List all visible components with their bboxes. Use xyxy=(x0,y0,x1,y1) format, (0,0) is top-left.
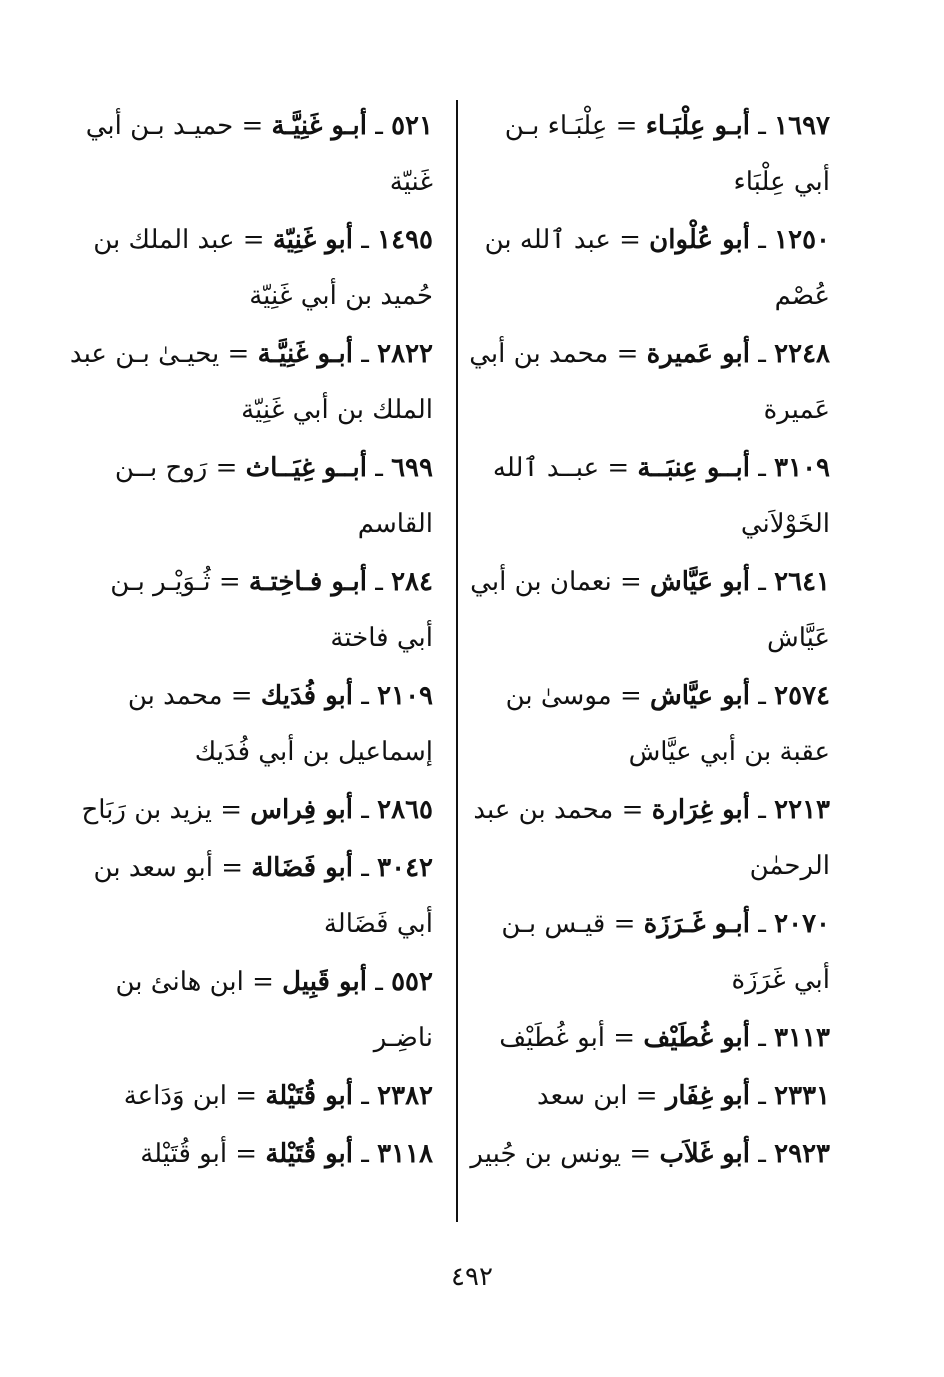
entry-name: = موسىٰ بن عقبة بن أبي عيَّاش xyxy=(505,681,830,767)
entry-kunya: أبو غَلاَب xyxy=(659,1139,750,1169)
list-item: ٢٠٧٠ ـ أبـو غَـرَزَة = قيـس بـن أبي غَرَزَة xyxy=(501,909,830,995)
entry-number: ٢٨٢٢ xyxy=(377,339,433,369)
list-item: ٢٨٤ ـ أبـو فـاخِتـة = ثُـوَيْـر بـن أبي فاختة xyxy=(110,567,433,653)
entry-name: = ثُـوَيْـر بـن أبي فاختة xyxy=(110,567,433,653)
list-item: ١٤٩٥ ـ أبو غَنِيّة = عبد الملك بن حُميد بن أبي غَنِيّة xyxy=(93,225,433,311)
entry-number: ١٦٩٧ xyxy=(774,111,830,141)
entry-kunya: أبو عَميرة xyxy=(646,339,750,369)
entry-number: ٢٠٧٠ xyxy=(774,909,830,939)
list-item: ٢١٠٩ ـ أبو فُدَيك = محمد بن إسماعيل بن أبي فُدَيك xyxy=(127,681,433,767)
entry-name: = رَوح بــن القاسم xyxy=(114,453,433,539)
entry-name: = عبد الملك بن حُميد بن أبي غَنِيّة xyxy=(93,225,433,311)
entry-kunya: أبــو غِيَــاث xyxy=(245,453,367,483)
entry-kunya: أبو فَضَالة xyxy=(251,853,353,883)
entry-number: ١٢٥٠ xyxy=(774,225,830,255)
right-column xyxy=(465,98,830,1184)
entry-kunya: أبــو عِنبَــة xyxy=(637,453,750,483)
entry-name: = حميـد بـن أبي غَنيّة xyxy=(85,111,433,197)
entry-number: ٣١١٣ xyxy=(774,1023,830,1053)
list-item: ٢٢١٣ ـ أبو غِرَارة = محمد بن عبد الرحمٰن xyxy=(473,795,830,881)
list-item: ٢٣٣١ ـ أبو غِفَار = ابن سعد xyxy=(537,1081,830,1111)
entry-name: = عبــد ٱلله الخَوْلاَني xyxy=(492,453,830,539)
entry-name: = يزيد بن رَبَاح xyxy=(81,795,243,825)
list-item: ٢٨٦٥ ـ أبو فِراس = يزيد بن رَبَاح xyxy=(81,795,433,825)
entry-name: = ابن سعد xyxy=(537,1081,658,1111)
entry-kunya: أبـو غَنِيَّـة xyxy=(257,339,353,369)
entry-number: ٣١١٨ xyxy=(377,1139,433,1169)
list-item: ٦٩٩ ـ أبــو غِيَــاث = رَوح بــن القاسم xyxy=(114,453,433,539)
entry-kunya: أبو عَيَّاش xyxy=(650,567,750,597)
entry-number: ٢٩٢٣ xyxy=(774,1139,830,1169)
entry-number: ٥٢١ xyxy=(391,111,433,141)
entry-kunya: أبو غِرَارة xyxy=(651,795,750,825)
entry-name: = أبو قُتَيْلة xyxy=(140,1139,258,1169)
entry-name: = عبد ٱلله بن عُصْم xyxy=(484,225,830,311)
column-divider xyxy=(456,100,458,1222)
entry-number: ٢٦٤١ xyxy=(774,567,830,597)
entry-kunya: أبـو غَنِيَّـة xyxy=(271,111,367,141)
entry-number: ٥٥٢ xyxy=(391,967,433,997)
entry-number: ١٤٩٥ xyxy=(377,225,433,255)
entry-name: = قيـس بـن أبي غَرَزَة xyxy=(501,909,830,995)
list-item: ٣١١٨ ـ أبو قُتَيْلة = أبو قُتَيْلة xyxy=(140,1139,433,1169)
entry-number: ٢٨٤ xyxy=(391,567,433,597)
entry-kunya: أبو غِفَار xyxy=(665,1081,750,1111)
entry-name: = أبو غُطَيْف xyxy=(499,1023,636,1053)
entry-kunya: أبو عيَّاش xyxy=(650,681,750,711)
entry-name: = ابن وَدَاعة xyxy=(123,1081,258,1111)
entry-kunya: أبو فُدَيك xyxy=(260,681,353,711)
entry-name: = ابن هانئ بن ناضِـر xyxy=(115,967,433,1053)
entry-kunya: أبـو فـاخِتـة xyxy=(248,567,367,597)
entry-name: = يحيـىٰ بـن عبد الملك بن أبي غَنِيّة xyxy=(69,339,433,425)
list-item: ١٢٥٠ ـ أبو عُلْوان = عبد ٱلله بن عُصْم xyxy=(484,225,830,311)
entry-kunya: أبـو غَـرَزَة xyxy=(643,909,750,939)
list-item: ٢٩٢٣ ـ أبو غَلاَب = يونس بن جُبير xyxy=(470,1139,830,1169)
entry-name: = عِلْبَـاء بـن أبي عِلْبَاء xyxy=(504,111,830,197)
list-item: ١٦٩٧ ـ أبـو عِلْبَـاء = عِلْبَـاء بـن أبي عِلْبَاء xyxy=(504,111,830,197)
entry-name: = محمد بن عبد الرحمٰن xyxy=(473,795,830,881)
list-item: ٣١١٣ ـ أبو غُطَيْف = أبو غُطَيْف xyxy=(499,1023,830,1053)
entry-number: ٢٢١٣ xyxy=(774,795,830,825)
entry-name: = محمد بن أبي عَميرة xyxy=(469,339,830,425)
list-item: ٢٥٧٤ ـ أبو عيَّاش = موسىٰ بن عقبة بن أبي عيَّاش xyxy=(505,681,830,767)
list-item: ٢٦٤١ ـ أبو عَيَّاش = نعمان بن أبي عَيَّاش xyxy=(470,567,830,653)
list-item: ٢٣٨٢ ـ أبو قُتَيْلة = ابن وَدَاعة xyxy=(123,1081,433,1111)
entry-kunya: أبو قُتَيْلة xyxy=(265,1139,353,1169)
entry-kunya: أبـو عِلْبَـاء xyxy=(645,111,750,141)
page-number: ٤٩٢ xyxy=(451,1262,493,1292)
entry-number: ٢٥٧٤ xyxy=(774,681,830,711)
list-item: ٥٢١ ـ أبـو غَنِيَّـة = حميـد بـن أبي غَنيّة xyxy=(85,111,433,197)
entry-number: ٢٨٦٥ xyxy=(377,795,433,825)
list-item: ٥٥٢ ـ أبو قَبِيل = ابن هانئ بن ناضِـر xyxy=(115,967,433,1053)
entry-number: ٢٣٨٢ xyxy=(377,1081,433,1111)
entry-name: = أبو سعد بن أبي فَضَالة xyxy=(93,853,433,939)
entry-number: ٢٣٣١ xyxy=(774,1081,830,1111)
entry-number: ٢٢٤٨ xyxy=(774,339,830,369)
entry-number: ٣١٠٩ xyxy=(774,453,830,483)
entry-kunya: أبو قُتَيْلة xyxy=(265,1081,353,1111)
entry-kunya: أبو عُلْوان xyxy=(649,225,750,255)
entry-number: ٣٠٤٢ xyxy=(377,853,433,883)
entry-kunya: أبو غَنِيّة xyxy=(272,225,353,255)
entry-number: ٢١٠٩ xyxy=(377,681,433,711)
entry-name: = نعمان بن أبي عَيَّاش xyxy=(470,567,830,653)
entry-name: = يونس بن جُبير xyxy=(470,1139,652,1169)
left-column xyxy=(68,98,433,1184)
list-item: ٢٨٢٢ ـ أبـو غَنِيَّـة = يحيـىٰ بـن عبد الملك بن أبي غَنِيّة xyxy=(69,339,433,425)
entry-name: = محمد بن إسماعيل بن أبي فُدَيك xyxy=(127,681,433,767)
entry-kunya: أبو غُطَيْف xyxy=(643,1023,750,1053)
entry-kunya: أبو فِراس xyxy=(250,795,353,825)
entry-number: ٦٩٩ xyxy=(391,453,433,483)
list-item: ٢٢٤٨ ـ أبو عَميرة = محمد بن أبي عَميرة xyxy=(469,339,830,425)
list-item: ٣٠٤٢ ـ أبو فَضَالة = أبو سعد بن أبي فَضَالة xyxy=(93,853,433,939)
entry-kunya: أبو قَبِيل xyxy=(282,967,367,997)
list-item: ٣١٠٩ ـ أبــو عِنبَــة = عبــد ٱلله الخَوْلاَني xyxy=(492,453,830,539)
